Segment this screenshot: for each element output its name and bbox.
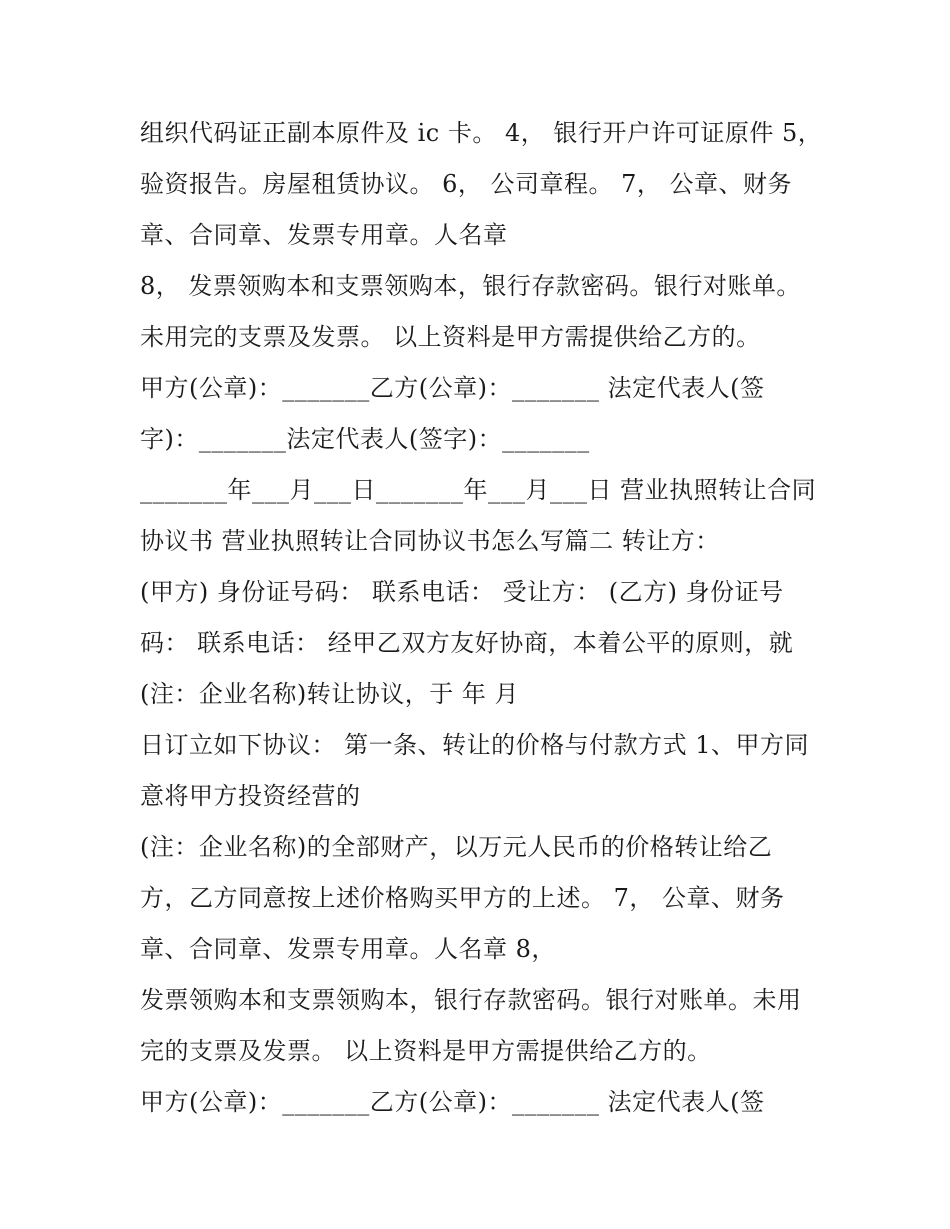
- text-line: (注：企业名称)转让协议，于 年 月: [140, 680, 519, 708]
- text-line: 日订立如下协议： 第一条、转让的价格与付款方式 1、甲方同: [140, 731, 810, 759]
- text-line: 完的支票及发票。 以上资料是甲方需提供给乙方的。: [140, 1037, 712, 1065]
- text-line: 方，乙方同意按上述价格购买甲方的上述。 7， 公章、财务: [140, 884, 785, 912]
- text-line: (注：企业名称)的全部财产，以万元人民币的价格转让给乙: [140, 833, 773, 861]
- text-line: 甲方(公章)：_______乙方(公章)：_______ 法定代表人(签: [140, 374, 765, 402]
- text-line: 意将甲方投资经营的: [140, 782, 361, 810]
- text-line: 字)：_______法定代表人(签字)：_______: [140, 425, 590, 453]
- text-line: 甲方(公章)：_______乙方(公章)：_______ 法定代表人(签: [140, 1088, 765, 1116]
- text-line: 协议书 营业执照转让合同协议书怎么写篇二 转让方：: [140, 527, 720, 555]
- text-line: 章、合同章、发票专用章。人名章 8，: [140, 935, 556, 963]
- text-line: 验资报告。房屋租赁协议。 6， 公司章程。 7， 公章、财务: [140, 170, 793, 198]
- document-body: [140, 108, 830, 1128]
- text-line: 未用完的支票及发票。 以上资料是甲方需提供给乙方的。: [140, 323, 761, 351]
- text-line: 码： 联系电话： 经甲乙双方友好协商，本着公平的原则，就: [140, 629, 794, 657]
- text-line: 组织代码证正副本原件及 ic 卡。 4， 银行开户许可证原件 5，: [140, 119, 823, 147]
- text-line: (甲方) 身份证号码： 联系电话： 受让方： (乙方) 身份证号: [140, 578, 784, 606]
- text-line: 章、合同章、发票专用章。人名章: [140, 221, 508, 249]
- text-line: _______年___月___日_______年___月___日 营业执照转让合同: [140, 476, 817, 504]
- text-line: 8， 发票领购本和支票领购本，银行存款密码。银行对账单。: [140, 272, 801, 300]
- text-line: 发票领购本和支票领购本，银行存款密码。银行对账单。未用: [140, 986, 802, 1014]
